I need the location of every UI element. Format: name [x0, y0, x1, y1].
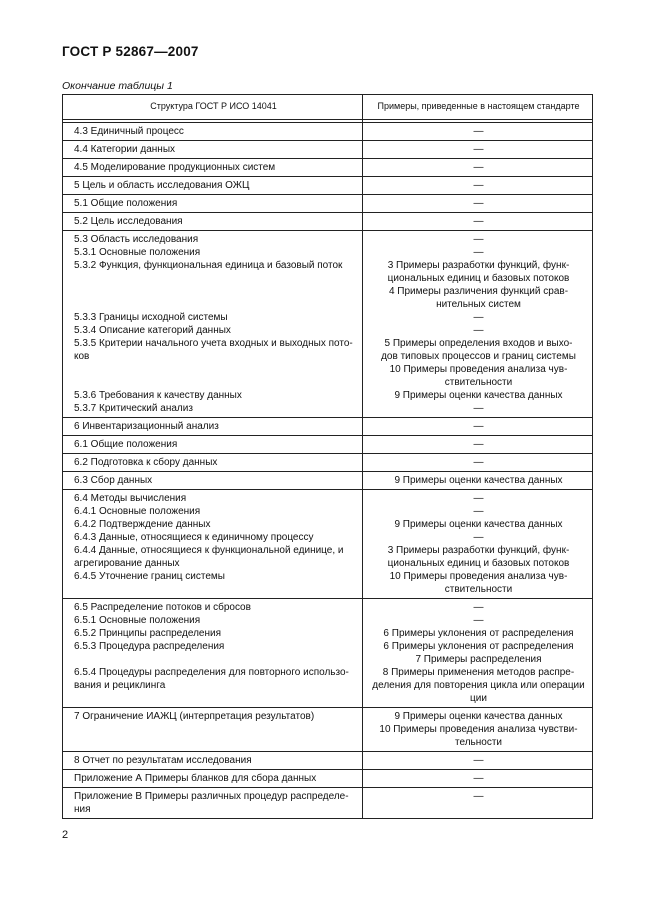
examples-line: деления для повторения цикла или операции	[372, 680, 585, 691]
examples-line: —	[473, 755, 484, 766]
structure-cell	[63, 490, 363, 599]
structure-line	[70, 272, 357, 285]
examples-line: —	[473, 325, 484, 336]
examples-line: нительных систем	[436, 299, 521, 310]
structure-line: 5.2 Цель исследования	[74, 216, 183, 227]
structure-cell	[63, 752, 363, 770]
structure-line: 6.5.4 Процедуры распределения для повторного использо-	[74, 667, 349, 678]
structure-line: 6.5.3 Процедура распределения	[74, 641, 225, 652]
structure-line	[70, 653, 357, 666]
examples-line: 4 Примеры различения функций срав-	[388, 286, 569, 297]
structure-line: вания и рециклинга	[74, 680, 166, 691]
examples-cell	[363, 418, 593, 436]
structure-line: 6.3 Сбор данных	[74, 475, 153, 486]
examples-line	[370, 803, 587, 816]
table-row	[63, 599, 593, 708]
col1-header: Структура ГОСТ Р ИСО 14041	[63, 95, 363, 120]
table-row	[63, 141, 593, 159]
structure-line	[70, 723, 357, 736]
table-row	[63, 195, 593, 213]
examples-line: 3 Примеры разработки функций, функ-	[387, 260, 570, 271]
table-row	[63, 454, 593, 472]
structure-line	[70, 583, 357, 596]
structure-line: ков	[74, 351, 90, 362]
table-row	[63, 490, 593, 599]
table-row	[63, 436, 593, 454]
structure-line: 5.3.7 Критический анализ	[74, 403, 193, 414]
examples-line: циональных единиц и базовых потоков	[387, 558, 570, 569]
examples-line: —	[473, 615, 484, 626]
examples-line: —	[473, 403, 484, 414]
structure-line: 5.3.1 Основные положения	[74, 247, 201, 258]
structure-line: 6.4.5 Уточнение границ системы	[74, 571, 225, 582]
structure-cell	[63, 177, 363, 195]
examples-cell	[363, 752, 593, 770]
structure-cell	[63, 231, 363, 418]
examples-line: —	[473, 532, 484, 543]
examples-line: тельности	[455, 737, 502, 748]
table-row	[63, 770, 593, 788]
examples-cell	[363, 599, 593, 708]
examples-line: —	[473, 506, 484, 517]
examples-line: —	[473, 144, 484, 155]
structure-cell	[63, 418, 363, 436]
examples-line: —	[473, 234, 484, 245]
examples-cell	[363, 788, 593, 819]
examples-line: —	[473, 457, 484, 468]
examples-line: —	[473, 216, 484, 227]
examples-line: 10 Примеры проведения анализа чув-	[389, 571, 568, 582]
examples-line: —	[473, 180, 484, 191]
standard-header: ГОСТ Р 52867—2007	[62, 44, 199, 59]
examples-cell	[363, 490, 593, 599]
examples-cell	[363, 213, 593, 231]
examples-cell	[363, 472, 593, 490]
structure-cell	[63, 788, 363, 819]
structure-line: 5.3.6 Требования к качеству данных	[74, 390, 242, 401]
structure-line: 6.5.2 Принципы распределения	[74, 628, 221, 639]
examples-line: ствительности	[444, 377, 513, 388]
structure-line	[70, 692, 357, 705]
structure-line: 4.4 Категории данных	[74, 144, 176, 155]
examples-line: циональных единиц и базовых потоков	[387, 273, 570, 284]
structure-line: 6.4.2 Подтверждение данных	[74, 519, 211, 530]
examples-cell	[363, 195, 593, 213]
examples-line: 10 Примеры проведения анализа чувстви-	[379, 724, 578, 735]
examples-line: 8 Примеры применения методов распре-	[382, 667, 575, 678]
examples-line: —	[473, 773, 484, 784]
table-row	[63, 472, 593, 490]
examples-line: 9 Примеры оценки качества данных	[394, 711, 563, 722]
structure-line: 5.3.4 Описание категорий данных	[74, 325, 231, 336]
examples-cell	[363, 231, 593, 418]
examples-line: 9 Примеры оценки качества данных	[394, 390, 563, 401]
examples-line: 6 Примеры уклонения от распределения	[383, 641, 574, 652]
table-row	[63, 177, 593, 195]
structure-cell	[63, 436, 363, 454]
structure-cell	[63, 159, 363, 177]
structure-line	[70, 376, 357, 389]
structure-line	[70, 363, 357, 376]
examples-line: —	[473, 439, 484, 450]
table-row	[63, 788, 593, 819]
examples-cell	[363, 123, 593, 141]
structure-line	[70, 736, 357, 749]
examples-line: ции	[470, 693, 487, 704]
examples-line: 9 Примеры оценки качества данных	[394, 519, 563, 530]
examples-line: —	[473, 198, 484, 209]
structure-cell	[63, 123, 363, 141]
examples-line: —	[473, 312, 484, 323]
structure-cell	[63, 454, 363, 472]
structure-line: 5.3.3 Границы исходной системы	[74, 312, 228, 323]
table-body	[63, 120, 593, 819]
examples-line: —	[473, 247, 484, 258]
structure-line: 6.2 Подготовка к сбору данных	[74, 457, 218, 468]
examples-cell	[363, 436, 593, 454]
structure-line: 5.1 Общие положения	[74, 198, 178, 209]
structure-line: Приложение В Примеры различных процедур распределе-	[74, 791, 349, 802]
examples-line: 10 Примеры проведения анализа чув-	[389, 364, 568, 375]
structure-line: 7 Ограничение ИАЖЦ (интерпретация результатов)	[74, 711, 315, 722]
structure-line: 6.1 Общие положения	[74, 439, 178, 450]
structure-line: 4.5 Моделирование продукционных систем	[74, 162, 276, 173]
structure-line: 4.3 Единичный процесс	[74, 126, 184, 137]
structure-table	[62, 94, 593, 819]
structure-line: 6.4.4 Данные, относящиеся к функциональной единице, и	[74, 545, 344, 556]
structure-cell	[63, 472, 363, 490]
table-row	[63, 231, 593, 418]
page-number: 2	[62, 829, 69, 841]
examples-cell	[363, 708, 593, 752]
examples-line: —	[473, 421, 484, 432]
examples-cell	[363, 770, 593, 788]
examples-line: —	[473, 493, 484, 504]
structure-cell	[63, 213, 363, 231]
examples-line: 7 Примеры распределения	[415, 654, 542, 665]
examples-line: —	[473, 791, 484, 802]
examples-line: ствительности	[444, 584, 513, 595]
table-header-row	[63, 95, 593, 120]
structure-cell	[63, 599, 363, 708]
structure-line	[70, 285, 357, 298]
table-row	[63, 708, 593, 752]
examples-line: 6 Примеры уклонения от распределения	[383, 628, 574, 639]
structure-line: ния	[74, 804, 91, 815]
structure-line: агрегирование данных	[74, 558, 180, 569]
table-row	[63, 418, 593, 436]
structure-line: 5.3 Область исследования	[74, 234, 199, 245]
table-row	[63, 752, 593, 770]
structure-cell	[63, 141, 363, 159]
table-row	[63, 123, 593, 141]
structure-cell	[63, 195, 363, 213]
structure-line: 6 Инвентаризационный анализ	[74, 421, 219, 432]
examples-line: —	[473, 126, 484, 137]
table-row	[63, 213, 593, 231]
table-caption: Окончание таблицы 1	[62, 80, 173, 92]
structure-cell	[63, 708, 363, 752]
examples-line: дов типовых процессов и границ системы	[381, 351, 576, 362]
examples-line: 5 Примеры определения входов и выхо-	[384, 338, 573, 349]
examples-cell	[363, 141, 593, 159]
structure-line: 6.4.1 Основные положения	[74, 506, 201, 517]
structure-line: 5.3.5 Критерии начального учета входных и выходных пото-	[74, 338, 353, 349]
structure-line: 6.5 Распределение потоков и сбросов	[74, 602, 251, 613]
examples-cell	[363, 159, 593, 177]
structure-line: 6.4 Методы вычисления	[74, 493, 187, 504]
examples-line: 9 Примеры оценки качества данных	[394, 475, 563, 486]
structure-line	[70, 298, 357, 311]
structure-line: 5.3.2 Функция, функциональная единица и базовый поток	[74, 260, 343, 271]
examples-cell	[363, 454, 593, 472]
examples-line: —	[473, 162, 484, 173]
col2-header: Примеры, приведенные в настоящем стандарте	[363, 95, 593, 120]
structure-line: 8 Отчет по результатам исследования	[74, 755, 252, 766]
structure-line: 6.5.1 Основные положения	[74, 615, 201, 626]
structure-line: Приложение А Примеры бланков для сбора данных	[74, 773, 317, 784]
structure-line: 5 Цель и область исследования ОЖЦ	[74, 180, 250, 191]
examples-line: —	[473, 602, 484, 613]
structure-line: 6.4.3 Данные, относящиеся к единичному процессу	[74, 532, 314, 543]
examples-cell	[363, 177, 593, 195]
structure-cell	[63, 770, 363, 788]
examples-line: 3 Примеры разработки функций, функ-	[387, 545, 570, 556]
table-row	[63, 159, 593, 177]
